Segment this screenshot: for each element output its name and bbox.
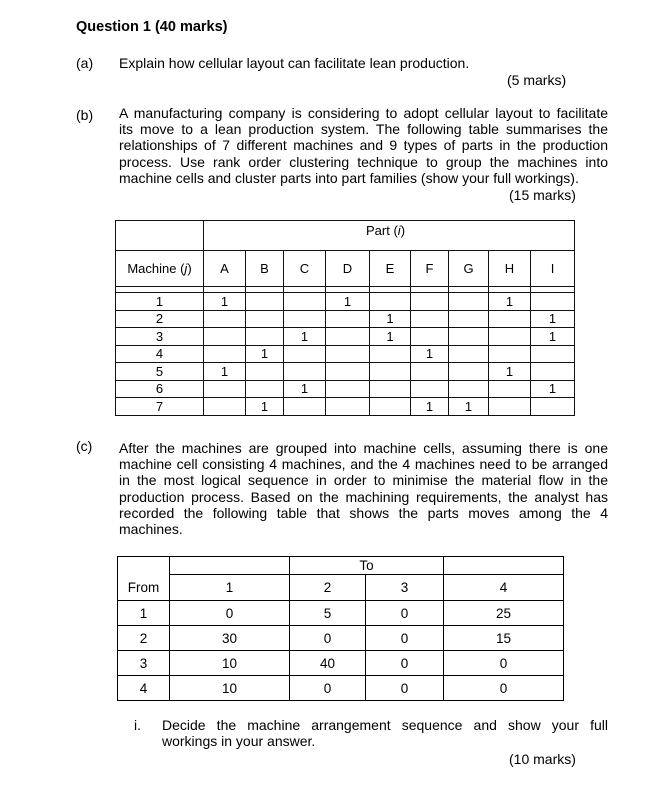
part-b-line: process. Use rank order clustering technique to group the machines into [119,153,608,170]
part-c-line: After the machines are grouped into machine cells, assuming there is one [119,440,608,456]
table-row [116,380,575,398]
flow-value-cell: 0 [366,626,444,651]
table-row [116,293,575,311]
part-col-header: A [204,251,246,287]
machine-part-table [115,220,575,416]
from-machine-cell: 2 [118,626,170,651]
part-b-text [119,105,608,186]
from-machine-cell: 3 [118,651,170,676]
incidence-cell [246,328,284,346]
incidence-cell [284,310,326,328]
incidence-cell: 1 [204,293,246,311]
sub-i-label: i. [134,717,141,733]
flow-value-cell: 15 [444,626,564,651]
machine-id-cell: 2 [116,310,204,328]
table-row [118,601,564,626]
flow-value-cell: 0 [366,651,444,676]
incidence-cell: 1 [531,380,575,398]
part-b-line: relationships of 7 different machines and 9 types of parts in the production [119,137,608,154]
incidence-cell [284,398,326,416]
part-col-header: H [489,251,531,287]
incidence-cell [411,293,449,311]
incidence-cell: 1 [489,363,531,381]
incidence-cell: 1 [531,310,575,328]
part-b-line: A manufacturing company is considering to adopt cellular layout to facilitate [119,105,608,121]
table-row [116,310,575,328]
incidence-cell [370,293,411,311]
part-col-header: C [284,251,326,287]
table-row [118,651,564,676]
to-header-label: To [359,558,374,573]
table-row [116,345,575,363]
table-row [118,676,564,701]
part-b-line: machine cells and cluster parts into part families (show your full workings). [119,169,579,186]
table-corner-cell [116,221,204,251]
incidence-cell [284,345,326,363]
table-row [116,328,575,346]
part-b-marks: (15 marks) [509,187,576,203]
part-c-text [119,440,608,537]
incidence-cell: 1 [531,328,575,346]
flow-value-cell: 0 [366,601,444,626]
incidence-cell [204,380,246,398]
from-machine-cell: 4 [118,676,170,701]
flow-value-cell: 0 [444,651,564,676]
part-c-label: (c) [76,438,93,454]
incidence-cell [411,328,449,346]
incidence-cell [326,345,370,363]
incidence-cell [370,398,411,416]
part-group-header-label: Part (i) [366,223,406,238]
incidence-cell [370,363,411,381]
part-c-line: machines. [119,521,183,538]
incidence-cell [489,380,531,398]
incidence-cell [326,380,370,398]
from-to-header-row [118,575,564,601]
incidence-cell [411,310,449,328]
incidence-cell [370,380,411,398]
part-col-header: F [411,251,449,287]
incidence-cell [246,363,284,381]
table-row [118,626,564,651]
flow-value-cell: 0 [444,676,564,701]
incidence-cell: 1 [204,363,246,381]
incidence-cell: 1 [326,293,370,311]
flow-value-cell: 0 [170,601,290,626]
to-col-header: 3 [366,575,444,601]
sub-i-line: Decide the machine arrangement sequence and show your full [162,717,608,733]
incidence-cell: 1 [246,345,284,363]
incidence-cell [204,345,246,363]
machine-row-header: Machine (j) [116,251,204,287]
flow-value-cell: 0 [366,676,444,701]
incidence-cell [489,345,531,363]
from-to-table [117,556,564,701]
incidence-cell [326,310,370,328]
incidence-cell [531,363,575,381]
incidence-cell [531,398,575,416]
sub-i-marks: (10 marks) [509,751,576,767]
to-col-header: 1 [170,575,290,601]
incidence-cell [326,363,370,381]
incidence-cell [204,310,246,328]
incidence-cell [449,363,489,381]
part-col-header: B [246,251,284,287]
incidence-cell [284,363,326,381]
part-col-header: G [449,251,489,287]
part-a-text: Explain how cellular layout can facilitate lean production. [119,55,470,71]
incidence-cell [204,398,246,416]
flow-value-cell: 10 [170,651,290,676]
part-c-line: in the most logical sequence in order to minimise the material flow in the [119,472,608,489]
incidence-cell [531,293,575,311]
part-c-line: recorded the following table that shows the parts moves among the 4 [119,504,608,521]
incidence-cell [449,328,489,346]
incidence-cell: 1 [370,328,411,346]
incidence-cell [489,310,531,328]
flow-value-cell: 10 [170,676,290,701]
incidence-cell [489,398,531,416]
incidence-cell [449,380,489,398]
part-c-line: machine cell consisting 4 machines, and the 4 machines need to be arranged [119,456,608,473]
table-row [116,398,575,416]
incidence-cell: 1 [246,398,284,416]
from-header: From [118,575,170,601]
incidence-cell [246,380,284,398]
part-a-label: (a) [76,55,94,71]
machine-id-cell: 1 [116,293,204,311]
incidence-cell [449,293,489,311]
flow-value-cell: 0 [290,626,366,651]
from-machine-cell: 1 [118,601,170,626]
to-col-header: 2 [290,575,366,601]
from-to-corner [118,557,170,575]
incidence-cell: 1 [284,380,326,398]
part-a-marks: (5 marks) [507,72,567,88]
flow-value-cell: 30 [170,626,290,651]
part-col-header: E [370,251,411,287]
incidence-cell [326,328,370,346]
machine-id-cell: 3 [116,328,204,346]
part-col-header: D [326,251,370,287]
incidence-cell [489,328,531,346]
machine-id-cell: 5 [116,363,204,381]
flow-value-cell: 5 [290,601,366,626]
incidence-cell [449,310,489,328]
incidence-cell [531,345,575,363]
sub-i-line: workings in your answer. [162,733,316,750]
sub-i-text [162,717,608,749]
part-b-label: (b) [76,107,94,123]
part-col-header: I [531,251,575,287]
incidence-cell: 1 [489,293,531,311]
incidence-cell [449,345,489,363]
incidence-cell [411,380,449,398]
incidence-cell: 1 [284,328,326,346]
incidence-cell [411,363,449,381]
machine-id-cell: 6 [116,380,204,398]
flow-value-cell: 40 [290,651,366,676]
part-group-header [204,221,575,251]
machine-id-cell: 7 [116,398,204,416]
machine-id-cell: 4 [116,345,204,363]
incidence-cell [370,345,411,363]
flow-value-cell: 0 [290,676,366,701]
part-b-line: its move to a lean production system. The following table summarises the [119,121,608,138]
incidence-cell: 1 [370,310,411,328]
incidence-cell [284,293,326,311]
incidence-cell: 1 [411,398,449,416]
to-col-header: 4 [444,575,564,601]
flow-value-cell: 25 [444,601,564,626]
incidence-cell: 1 [411,345,449,363]
part-c-line: production process. Based on the machining requirements, the analyst has [119,488,608,505]
incidence-cell [246,293,284,311]
to-header [290,557,444,575]
question-title: Question 1 (40 marks) [76,19,228,35]
incidence-cell [204,328,246,346]
table-row [116,363,575,381]
incidence-cell [326,398,370,416]
incidence-cell [246,310,284,328]
incidence-cell: 1 [449,398,489,416]
